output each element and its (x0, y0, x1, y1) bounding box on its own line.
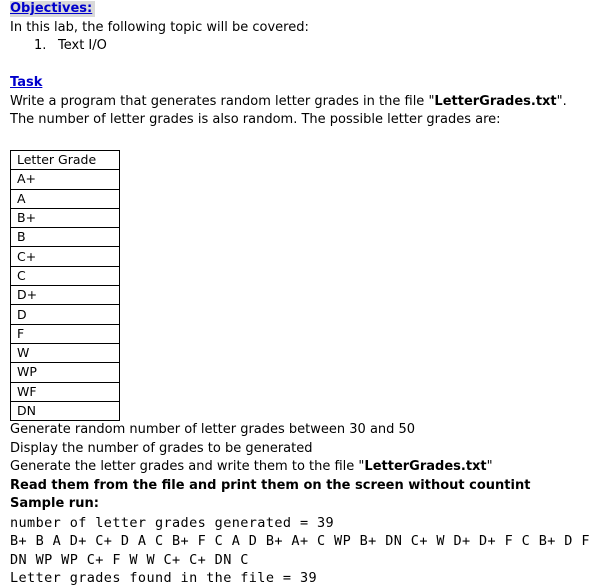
step-4: Read them from the file and print them on the screen without countint (10, 477, 531, 493)
sample-output-line-2: B+ B A D+ C+ D A C B+ F C A D B+ A+ C WP B+ DN C+ W D+ D+ F C B+ D F (10, 533, 590, 550)
table-row (11, 305, 120, 324)
table-row (11, 401, 120, 420)
task-line-1-text: Write a program that generates random letter grades in the file " (10, 93, 435, 109)
objectives-item-number: 1. (34, 38, 47, 53)
task-filename: LetterGrades.txt (434, 93, 557, 109)
step-3 (10, 458, 610, 477)
task-line-2: The number of letter grades is also random. The possible letter grades are: (10, 112, 501, 127)
grade-cell: D+ (11, 286, 120, 305)
table-row (11, 208, 120, 227)
table-header-row (11, 151, 120, 170)
sample-run-label: Sample run: (10, 496, 99, 512)
table-row (11, 247, 120, 266)
sample-output-line-4: Letter grades found in the file = 39 (10, 570, 317, 587)
grade-cell: DN (11, 401, 120, 420)
grade-cell: A+ (11, 170, 120, 189)
table-row (11, 324, 120, 343)
objectives-item-1 (10, 37, 610, 56)
table-row (11, 343, 120, 362)
step-3-end: " (486, 459, 493, 475)
table-header: Letter Grade (11, 151, 120, 170)
sample-output-line-3: DN WP WP C+ F W W C+ C+ DN C (10, 551, 249, 568)
grade-cell: A (11, 189, 120, 208)
step-3-filename: LetterGrades.txt (364, 459, 487, 475)
sample-output-line-1: number of letter grades generated = 39 (10, 514, 335, 531)
table-row (11, 170, 120, 189)
table-row (11, 382, 120, 401)
grade-cell: B (11, 228, 120, 247)
table-row (11, 363, 120, 382)
objectives-item-text: Text I/O (58, 38, 107, 53)
table-row (11, 189, 120, 208)
task-line-1 (10, 93, 610, 112)
step-1: Generate random number of letter grades between 30 and 50 (10, 422, 416, 438)
task-heading-line (10, 74, 610, 93)
objectives-heading-line (10, 0, 610, 19)
task-heading: Task (10, 75, 43, 90)
letter-grade-table (10, 150, 120, 421)
grade-cell: C (11, 266, 120, 285)
grade-cell: WF (11, 382, 120, 401)
grade-cell: D (11, 305, 120, 324)
objectives-heading: Objectives: (10, 1, 95, 17)
step-3-text: Generate the letter grades and write them to the file " (10, 459, 365, 475)
grade-cell: F (11, 324, 120, 343)
task-line-1-end: ". (556, 93, 567, 109)
table-row (11, 286, 120, 305)
objectives-intro: In this lab, the following topic will be covered: (10, 19, 309, 35)
grade-cell: C+ (11, 247, 120, 266)
table-row (11, 228, 120, 247)
grade-cell: B+ (11, 208, 120, 227)
grade-cell: WP (11, 363, 120, 382)
step-2: Display the number of grades to be generated (10, 440, 313, 456)
document (10, 0, 610, 588)
grade-cell: W (11, 343, 120, 362)
table-row (11, 266, 120, 285)
